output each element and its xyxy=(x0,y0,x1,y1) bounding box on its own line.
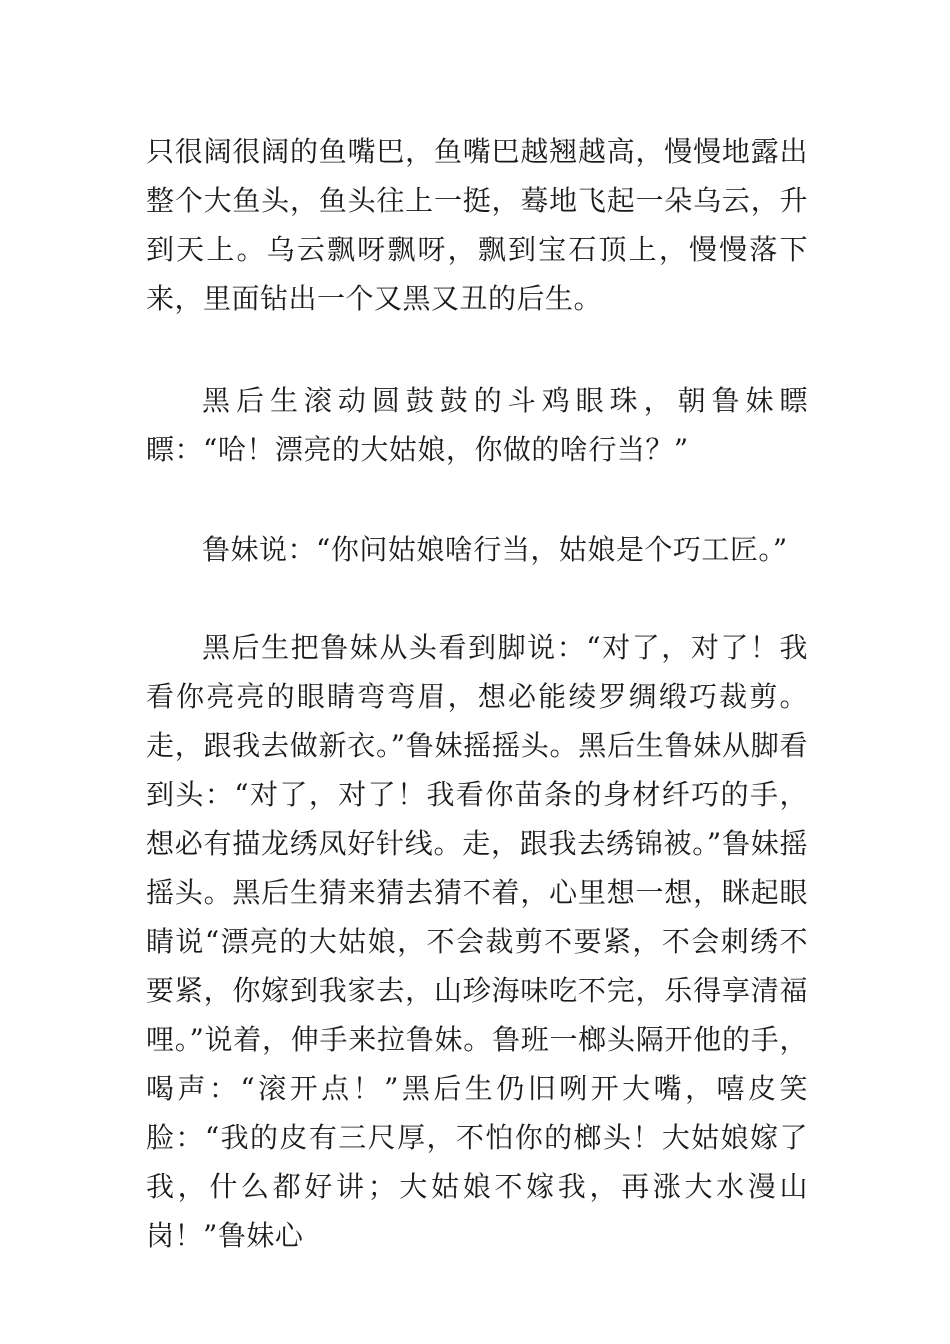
paragraph-dialogue-3: 黑后生把鲁妹从头看到脚说：“对了，对了！我看你亮亮的眼睛弯弯眉，想必能绫罗绸缎巧裁剪。走，跟我去做新衣。”鲁妹摇摇头。黑后生鲁妹从脚看到头：“对了，对了！我看你苗条的身材纤巧的手，想必有描龙绣凤好针线。走，跟我去绣锦被。”鲁妹摇摇头。黑后生猜来猜去猜不着，心里想一想，眯起眼睛说“漂亮的大姑娘，不会裁剪不要紧，不会刺绣不要紧，你嫁到我家去，山珍海味吃不完，乐得享清福哩。”说着，伸手来拉鲁妹。鲁班一榔头隔开他的手，喝声：“滚开点！”黑后生仍旧咧开大嘴，嘻皮笑脸：“我的皮有三尺厚，不怕你的榔头！大姑娘嫁了我，什么都好讲；大姑娘不嫁我，再涨大水漫山岗！”鲁妹心 xyxy=(146,631,808,1252)
paragraph-dialogue-2: 鲁妹说：“你问姑娘啥行当，姑娘是个巧工匠。” xyxy=(202,533,788,566)
paragraph-dialogue-1: 黑后生滚动圆鼓鼓的斗鸡眼珠，朝鲁妹瞟瞟：“哈！漂亮的大姑娘，你做的啥行当？” xyxy=(146,384,808,466)
paragraph-continuation: 只很阔很阔的鱼嘴巴，鱼嘴巴越翘越高，慢慢地露出整个大鱼头，鱼头往上一挺，蓦地飞起一朵乌云，升到天上。乌云飘呀飘呀，飘到宝石顶上，慢慢落下来，里面钻出一个又黑又丑的后生。 xyxy=(146,135,808,315)
